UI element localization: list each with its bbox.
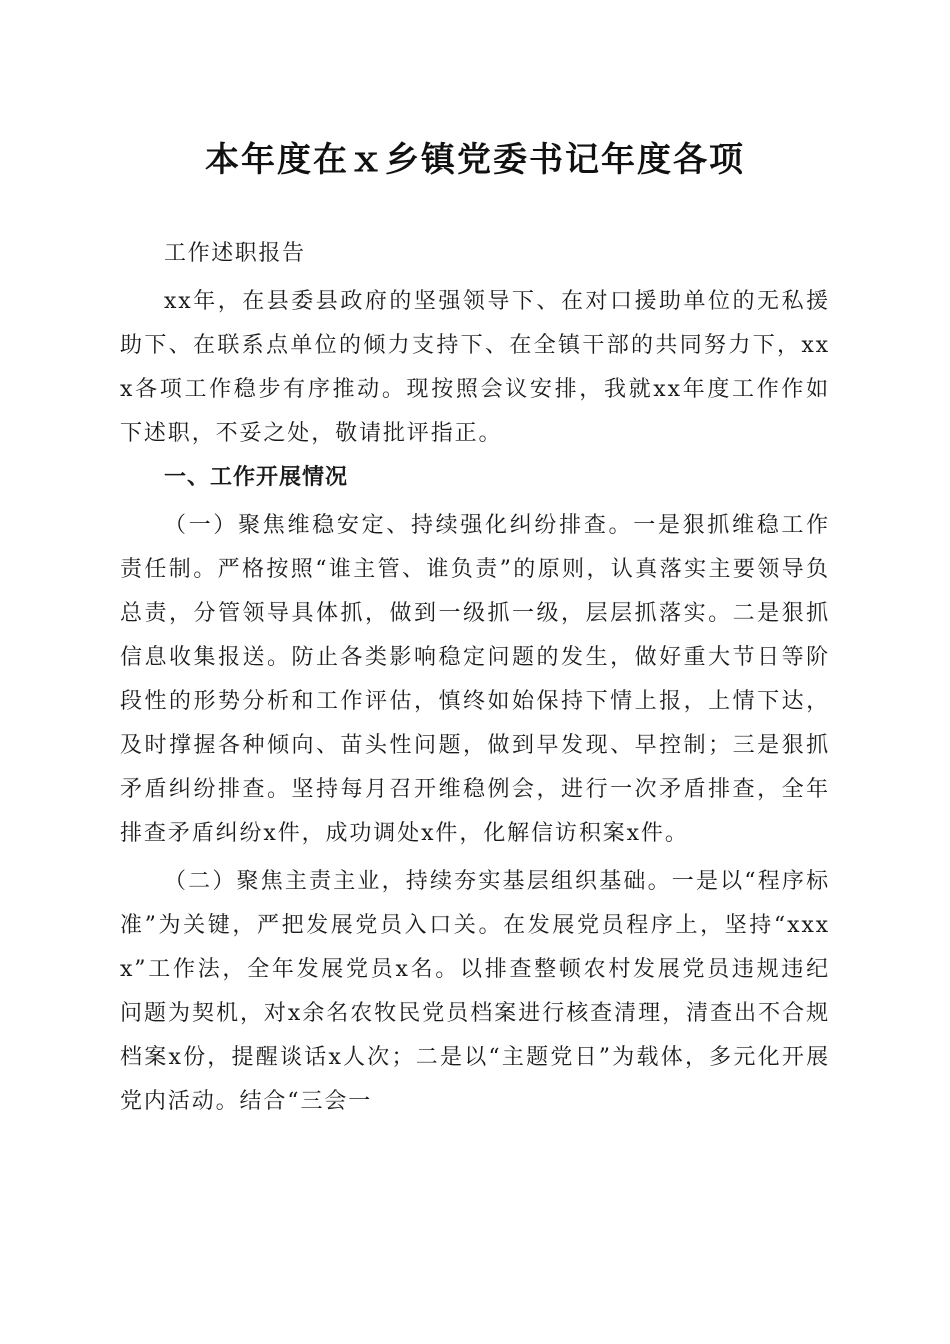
section-heading: 一、工作开展情况 <box>164 465 349 490</box>
intro-paragraph: xx年，在县委县政府的坚强领导下、在对口援助单位的无私援助下、在联系点单位的倾力支持下、在全镇干部的共同努力下，xxx各项工作稳步有序推动。现按照会议安排，我就xx年度工作作如下述职，不妥之处，敬请批评指正。 <box>120 289 830 446</box>
paragraph-organization: （二）聚焦主责主业，持续夯实基层组织基础。一是以“程序标准”为关键，严把发展党员入口关。在发展党员程序上，坚持“xxxx”工作法，全年发展党员x名。以排查整顿农村发展党员违规违纪问题为契机，对x余名农牧民党员档案进行核查清理，清查出不合规档案x份，提醒谈话x人次；二是以“主题党日”为载体，多元化开展党内活动。结合“三会一 <box>120 869 830 1114</box>
document-title: 本年度在ｘ乡镇党委书记年度各项 <box>205 140 745 180</box>
document-subtitle: 工作述职报告 <box>164 241 306 266</box>
document-body <box>120 232 830 1124</box>
paragraph-stability: （一）聚焦维稳安定、持续强化纠纷排查。一是狠抓维稳工作责任制。严格按照“谁主管、谁负责”的原则，认真落实主要领导负总责，分管领导具体抓，做到一级抓一级，层层抓落实。二是狠抓信息收集报送。防止各类影响稳定问题的发生，做好重大节日等阶段性的形势分析和工作评估，慎终如始保持下情上报，上情下达，及时撑握各种倾向、苗头性问题，做到早发现、早控制；三是狠抓矛盾纠纷排查。坚持每月召开维稳例会，进行一次矛盾排查，全年排查矛盾纠纷x件，成功调处x件，化解信访积案x件。 <box>120 513 830 846</box>
